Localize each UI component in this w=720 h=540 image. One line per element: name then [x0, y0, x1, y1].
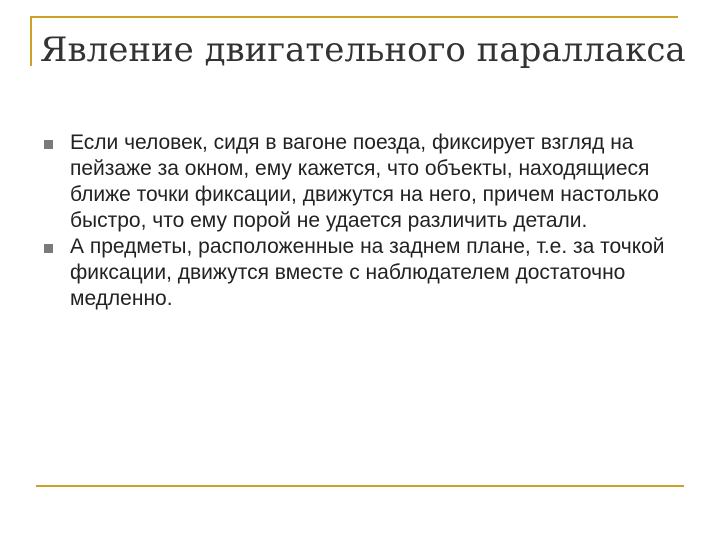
left-rule: [30, 16, 32, 66]
slide-title: Явление двигательного параллакса: [40, 30, 686, 70]
square-bullet-icon: [44, 140, 53, 149]
bullet-item-1: [44, 130, 684, 234]
square-bullet-icon: [44, 244, 53, 253]
top-rule: [30, 16, 678, 18]
bullet-text-2: А предметы, расположенные на заднем плане, т.е. за точкой фиксации, движутся вместе с наблюдателем достаточно медленно.: [70, 235, 665, 310]
bullet-text-1: Если человек, сидя в вагоне поезда, фиксирует взгляд на пейзаже за окном, ему кажется, что объекты, находящиеся ближе точки фиксации, движутся на него, причем настолько быстро, что ему порой не удается различить детали.: [70, 131, 659, 232]
bullet-item-2: [44, 234, 684, 312]
bullet-list: [44, 130, 684, 312]
bottom-rule: [36, 485, 684, 487]
